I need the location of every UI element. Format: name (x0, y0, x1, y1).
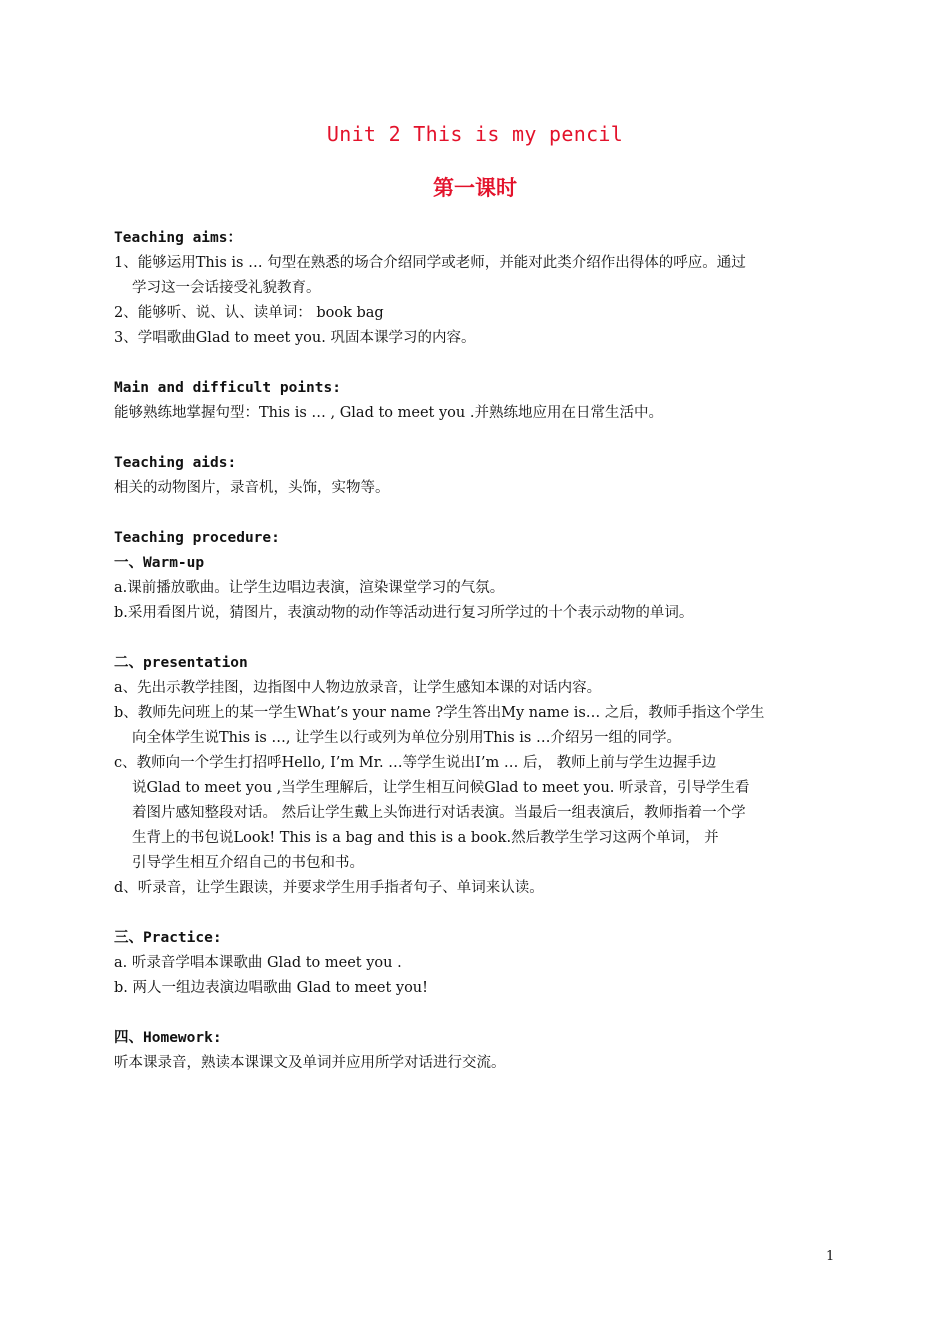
homework-heading: 四、Homework: (114, 1030, 222, 1046)
homework-text: 听本课录音，熟读本课课文及单词并应用所学对话进行交流。 (114, 1055, 506, 1071)
presentation-item-c-line-1: c、教师向一个学生打招呼Hello, I’m Mr. …等学生说出I’m … 后， 教师上前与学生边握手边 (114, 755, 717, 771)
presentation-item-b-line-2: 向全体学生说This is …, 让学生以行或列为单位分别用This is …介绍另一组的同学。 (132, 730, 681, 746)
aids-heading: Teaching aids: (114, 455, 237, 471)
aids-text: 相关的动物图片，录音机，头饰，实物等。 (114, 480, 390, 496)
warmup-heading: 一、Warm-up (114, 555, 205, 571)
points-text: 能够熟练地掌握句型：This is … , Glad to meet you .并熟练地应用在日常生活中。 (114, 405, 663, 421)
aims-heading: Teaching aims： (114, 230, 242, 246)
presentation-item-c-line-2: 说Glad to meet you ,当学生理解后，让学生相互问候Glad to meet you. 听录音，引导学生看 (132, 780, 750, 796)
aims-item-1-line-1: 1、能够运用This is … 句型在熟悉的场合介绍同学或老师，并能对此类介绍作出得体的呼应。通过 (114, 255, 746, 271)
warmup-item-a: a.课前播放歌曲。让学生边唱边表演，渲染课堂学习的气氛。 (114, 580, 505, 596)
practice-item-a: a. 听录音学唱本课歌曲 Glad to meet you . (114, 955, 402, 971)
page-number: 1 (826, 1249, 835, 1264)
presentation-item-c-line-4: 生背上的书包说Look! This is a bag and this is a book.然后教学生学习这两个单词， 并 (132, 830, 719, 846)
presentation-item-c-line-3: 着图片感知整段对话。 然后让学生戴上头饰进行对话表演。当最后一组表演后，教师指着一个学 (132, 805, 746, 821)
procedure-heading: Teaching procedure: (114, 530, 280, 546)
practice-heading: 三、Practice: (114, 930, 222, 946)
aims-item-1-line-2: 学习这一会话接受礼貌教育。 (132, 280, 321, 296)
lesson-subtitle: 第一课时 (433, 176, 517, 200)
presentation-heading: 二、presentation (114, 655, 248, 671)
practice-item-b: b. 两人一组边表演边唱歌曲 Glad to meet you! (114, 980, 428, 996)
presentation-item-a: a、先出示教学挂图，边指图中人物边放录音，让学生感知本课的对话内容。 (114, 680, 602, 696)
presentation-item-d: d、听录音，让学生跟读，并要求学生用手指者句子、单词来认读。 (114, 880, 544, 896)
document-title: Unit 2 This is my pencil (326, 122, 624, 146)
aims-item-2: 2、能够听、说、认、读单词： book bag (114, 305, 384, 321)
presentation-item-b-line-1: b、教师先问班上的某一学生What’s your name ?学生答出My name is… 之后，教师手指这个学生 (114, 705, 765, 721)
aims-item-3: 3、学唱歌曲Glad to meet you. 巩固本课学习的内容。 (114, 330, 476, 346)
document-body (114, 226, 840, 1076)
points-heading: Main and difficult points: (114, 380, 341, 396)
presentation-item-c-line-5: 引导学生相互介绍自己的书包和书。 (132, 855, 364, 871)
warmup-item-b: b.采用看图片说，猜图片，表演动物的动作等活动进行复习所学过的十个表示动物的单词。 (114, 605, 694, 621)
